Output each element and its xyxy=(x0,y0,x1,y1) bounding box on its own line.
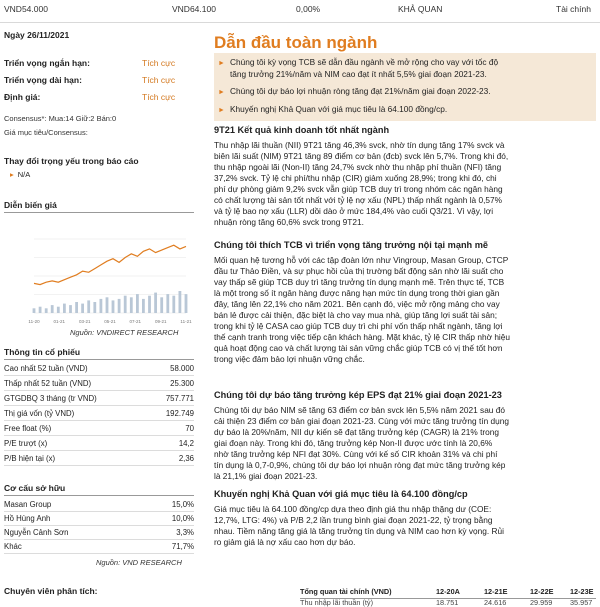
x-tick-label: 05-21 xyxy=(104,319,116,324)
owner-label: Hồ Hùng Anh xyxy=(4,514,51,523)
section-heading: Chúng tôi dự báo tăng trưởng kép EPS đạt 21% giai đoạn 2021-23 xyxy=(214,390,502,400)
change-item: ▸ N/A xyxy=(10,170,31,179)
volume-bar xyxy=(166,294,169,313)
triangle-bullet-icon: ▸ xyxy=(10,170,14,179)
paragraph-line: bán lẻ được cải thiện, đặc biệt là cho vay mua nhà, giúp tăng lợi suất tài sản; xyxy=(214,310,498,320)
owner-row xyxy=(4,540,194,554)
volume-bar xyxy=(57,307,60,313)
volume-bar xyxy=(179,291,182,313)
volume-bar xyxy=(93,302,96,313)
paragraph-line: là một trong số ít ngân hàng được nâng hạn mức tín dụng trong thời gian gần xyxy=(214,288,500,298)
table-cell: Thu nhập lãi thuần (tỷ) xyxy=(300,598,374,607)
paragraph-line: 12,7%, LTG: 4%) và P/B 2,2 lần trung bình giai đoạn 2021-22, tỷ trọng bằng xyxy=(214,515,493,525)
owner-value: 10,0% xyxy=(171,514,194,523)
paragraph-line: thu nhập ngoài lãi (Non-II) tăng 24,7% svck nhờ thu nhập phí thuần (NFI) tăng xyxy=(214,162,502,172)
info-value: 192.749 xyxy=(165,409,194,418)
owner-label: Nguyễn Cảnh Sơn xyxy=(4,528,69,537)
paragraph-line: phí dự phòng giảm 9,2% svck vẫn giúp TCB duy trì trong nhóm các ngân hàng xyxy=(214,184,503,194)
paragraph-line: trong khi tỷ lệ CASA cao giúp TCB duy trì chi phí vốn thấp nhất ngành, tăng lợi xyxy=(214,321,503,331)
owner-value: 15,0% xyxy=(171,500,194,509)
row-divider xyxy=(4,405,194,406)
paragraph-line: Mối quan hệ tương hỗ với các tập đoàn lớn như Vingroup, Masan Group, CTCP xyxy=(214,255,509,265)
paragraph-line: dự báo là 20%/năm, NII dự kiến sẽ đạt tăng trưởng kép (CAGR) là 21% trong xyxy=(214,427,499,437)
paragraph-line: Chúng tôi dự báo NIM sẽ tăng 63 điểm cơ bản svck lên 5,5% năm 2021 sau đó xyxy=(214,405,505,415)
owner-row xyxy=(4,498,194,512)
paragraph-line: nhuận ròng tăng 60,6% svck trong 9T21. xyxy=(214,217,364,227)
owner-title: Cơ cấu sở hữu xyxy=(4,483,66,493)
price-line xyxy=(34,245,186,284)
paragraph-line: cải thiện 23 điểm cơ bản giai đoạn 2021-23. Cùng với mức tăng trưởng tín dụng xyxy=(214,416,509,426)
row-divider xyxy=(4,465,194,466)
table-header-col: 12-23E xyxy=(570,587,594,596)
paragraph-line: đây, tăng lên 22,1% cho năm 2021. Bên cạnh đó, việc mở rộng mảng cho vay xyxy=(214,299,500,309)
info-label: Free float (%) xyxy=(4,424,52,433)
table-cell: 18.751 xyxy=(436,598,459,607)
chart-source: Nguồn: VNDIRECT RESEARCH xyxy=(70,328,179,337)
target-price: VND64.100 xyxy=(172,4,216,14)
info-row xyxy=(4,452,194,466)
change-title: Thay đổi trọng yếu trong báo cáo xyxy=(4,156,139,166)
volume-bar xyxy=(75,302,78,313)
current-price: VND54.000 xyxy=(4,4,48,14)
row-divider xyxy=(4,450,194,451)
volume-bar xyxy=(118,299,121,313)
info-row xyxy=(4,377,194,391)
paragraph-line: nhau. Tiềm năng tăng giá là tăng trưởng tín dụng và NIM cao hơn kỳ vọng. Rủi xyxy=(214,526,504,536)
info-label: Thị giá vốn (tỷ VND) xyxy=(4,409,75,418)
volume-bar xyxy=(33,308,36,313)
paragraph-line: thế cạnh tranh trong việc tiếp cận khách hàng. Mặt khác, tỷ lệ CIR thấp nhờ hiệu xyxy=(214,332,511,342)
info-value: 14,2 xyxy=(178,439,194,448)
volume-bar xyxy=(87,300,90,313)
owner-row xyxy=(4,512,194,526)
volume-bar xyxy=(45,308,48,313)
paragraph-line: Giá mục tiêu là 64.100 đồng/cp dựa theo định giá thu nhập thặng dư (COE: xyxy=(214,504,492,514)
summary-bullet-1: ► Chúng tôi kỳ vọng TCB sẽ dẫn đầu ngành về mở rộng cho vay với tốc độ xyxy=(218,57,499,67)
top-bar xyxy=(0,0,600,18)
volume-bar xyxy=(100,299,103,313)
outlook-long-label: Triển vọng dài hạn: xyxy=(4,75,82,85)
info-value: 2,36 xyxy=(178,454,194,463)
info-value: 70 xyxy=(185,424,194,433)
owner-row xyxy=(4,526,194,540)
volume-bar xyxy=(136,294,139,313)
paragraph-line: đầu tư Thảo Điền, và sự phục hồi của thị trường bất động sản nhờ lãi suất cho xyxy=(214,266,504,276)
x-tick-label: 09-21 xyxy=(154,319,167,324)
section-paragraph xyxy=(214,405,592,482)
volume-bar xyxy=(148,296,151,313)
owner-value: 71,7% xyxy=(171,542,194,551)
paragraph-line: và tỷ lệ bao nợ xấu (LLR) dồi dào ở mức 184,4% vào cuối Q3/21. Vì vậy, lợi xyxy=(214,206,494,216)
info-row xyxy=(4,392,194,406)
info-value: 58.000 xyxy=(170,364,194,373)
volume-bar xyxy=(185,294,188,313)
volume-bar xyxy=(69,305,72,313)
table-cell: 29.959 xyxy=(530,598,553,607)
x-tick-label: 11-20 xyxy=(28,319,40,324)
owner-source: Nguồn: VND RESEARCH xyxy=(96,558,182,567)
price-change: 0,00% xyxy=(296,4,321,14)
section-heading: Chúng tôi thích TCB vì triển vọng tăng trưởng nội tại mạnh mẽ xyxy=(214,240,489,250)
volume-bar xyxy=(154,293,157,313)
paragraph-line: nhờ tăng trưởng kép NFI đạt 30%. Cùng với kế số CIR khoản 31% và chi phí xyxy=(214,449,498,459)
section-paragraph xyxy=(214,255,592,365)
triangle-bullet-icon: ► xyxy=(218,107,225,114)
owner-label: Khác xyxy=(4,542,22,551)
info-label: GTGDBQ 3 tháng (tr VND) xyxy=(4,394,97,403)
paragraph-line: biên lãi suất (NIM) 9T21 tăng 89 điểm cơ bản (đcb) svck lên 5,7%. Trong khi đó, xyxy=(214,151,509,161)
chart-title: Diễn biến giá xyxy=(4,200,57,210)
owner-value: 3,3% xyxy=(176,528,194,537)
report-date: Ngày 26/11/2021 xyxy=(4,30,70,40)
x-tick-label: 11-21 xyxy=(180,319,192,324)
consensus-price: Giá mục tiêu/Consensus: xyxy=(4,128,88,137)
volume-bar xyxy=(81,304,84,313)
volume-bar xyxy=(63,304,66,313)
info-label: Cao nhất 52 tuần (VND) xyxy=(4,364,88,373)
volume-bar xyxy=(39,307,42,313)
volume-bar xyxy=(172,296,175,313)
summary-bullet-3: ► Khuyến nghị Khả Quan với giá mục tiêu là 64.100 đồng/cp. xyxy=(218,104,448,114)
info-value: 757.771 xyxy=(165,394,194,403)
page-title: Dẫn đầu toàn ngành xyxy=(214,33,378,52)
row-divider xyxy=(4,435,194,436)
x-tick-label: 01-21 xyxy=(53,319,66,324)
paragraph-line: ro giảm giá là nợ xấu cao hơn dự báo. xyxy=(214,537,356,547)
x-tick-label: 07-21 xyxy=(129,319,142,324)
triangle-bullet-icon: ► xyxy=(218,60,225,67)
outlook-short-value: Tích cực xyxy=(142,58,176,68)
info-row xyxy=(4,362,194,376)
table-header-col: 12-22E xyxy=(530,587,554,596)
table-header-title: Tổng quan tài chính (VND) xyxy=(300,587,392,596)
row-divider xyxy=(4,420,194,421)
info-row xyxy=(4,422,194,436)
volume-bar xyxy=(112,300,115,313)
table-header-col: 12-21E xyxy=(484,587,508,596)
section-heading: 9T21 Kết quả kinh doanh tốt nhất ngành xyxy=(214,125,390,135)
paragraph-line: có chất lượng tài sản tốt nhất với tỷ lệ nợ xấu (NPL) thấp nhất ngành là 0,57% xyxy=(214,195,503,205)
paragraph-line: trong việc đảm bảo lợi nhuận vững chắc. xyxy=(214,354,365,364)
paragraph-line: tín dụng là 0,7-0,9%, chúng tôi dự báo lợi nhuận ròng đạt mức tăng trưởng kép xyxy=(214,460,506,470)
info-row xyxy=(4,437,194,451)
info-label: Thấp nhất 52 tuần (VND) xyxy=(4,379,92,388)
valuation-value: Tích cực xyxy=(142,92,176,102)
x-tick-labels xyxy=(28,319,192,324)
summary-box xyxy=(214,53,596,121)
owner-title-rule xyxy=(4,495,194,496)
volume-bar xyxy=(106,297,109,313)
paragraph-line: Thu nhập lãi thuần (NII) 9T21 tăng 46,3% svck, nhờ tín dụng tăng 17% svck và xyxy=(214,140,505,150)
sector: Tài chính xyxy=(556,4,591,14)
summary-bullet-1-cont: tăng trưởng 21%/năm và NIM cao đạt ít nhất 5,5% giai đoạn 2021-23. xyxy=(230,69,487,79)
row-divider xyxy=(4,375,194,376)
volume-bar xyxy=(142,299,145,313)
info-value: 25.300 xyxy=(170,379,194,388)
table-cell: 24.616 xyxy=(484,598,507,607)
row-divider xyxy=(4,553,194,554)
financial-table xyxy=(300,585,596,607)
volume-bar xyxy=(124,296,127,313)
rating: KHẢ QUAN xyxy=(398,4,443,14)
price-chart xyxy=(20,235,190,325)
section-heading: Khuyến nghị Khả Quan với giá mục tiêu là 64.100 đồng/cp xyxy=(214,489,468,499)
info-title-rule xyxy=(4,359,194,360)
paragraph-line: 37,2% svck. Tỷ lệ chi phí/thu nhập (CIR) giảm xuống 28,9%; trong khi đó, chi xyxy=(214,173,497,183)
x-tick-label: 03-21 xyxy=(78,319,91,324)
row-divider xyxy=(4,390,194,391)
top-divider xyxy=(0,22,600,23)
info-label: P/B hiện tại (x) xyxy=(4,454,56,463)
paragraph-line: giai đoạn này. Trong khi đó, tăng trưởng kép Non-II được ước tính là 20,6% xyxy=(214,438,493,448)
volume-bar xyxy=(130,297,133,313)
chart-title-rule xyxy=(4,212,194,213)
paragraph-line: quả hoạt động cao và chất lượng tài sản vững chắc giúp TCB có vị thế tốt hơn xyxy=(214,343,503,353)
table-cell: 35.957 xyxy=(570,598,593,607)
valuation-label: Định giá: xyxy=(4,92,41,102)
info-row xyxy=(4,407,194,421)
outlook-long-value: Tích cực xyxy=(142,75,176,85)
volume-bar xyxy=(160,297,163,313)
info-title: Thông tin cổ phiếu xyxy=(4,347,81,357)
consensus: Consensus*: Mua:14 Giữ:2 Bán:0 xyxy=(4,114,117,123)
volume-bar xyxy=(51,305,54,313)
owner-label: Masan Group xyxy=(4,500,52,509)
outlook-short-label: Triển vọng ngắn hạn: xyxy=(4,58,90,68)
analyst-title: Chuyên viên phân tích: xyxy=(4,586,98,596)
summary-bullet-2: ► Chúng tôi dự báo lợi nhuận ròng tăng đạt 21%/năm giai đoạn 2022-23. xyxy=(218,86,491,96)
section-paragraph xyxy=(214,140,592,228)
paragraph-line: vay thấp sẽ giúp TCB duy trì tăng trưởng tín dụng mạnh mẽ. Trên thực tế, TCB xyxy=(214,277,505,287)
triangle-bullet-icon: ► xyxy=(218,89,225,96)
section-paragraph xyxy=(214,504,592,548)
paragraph-line: là 21,1% giai đoạn 2021-23. xyxy=(214,471,318,481)
table-header-col: 12-20A xyxy=(436,587,460,596)
info-label: P/E trượt (x) xyxy=(4,439,48,448)
